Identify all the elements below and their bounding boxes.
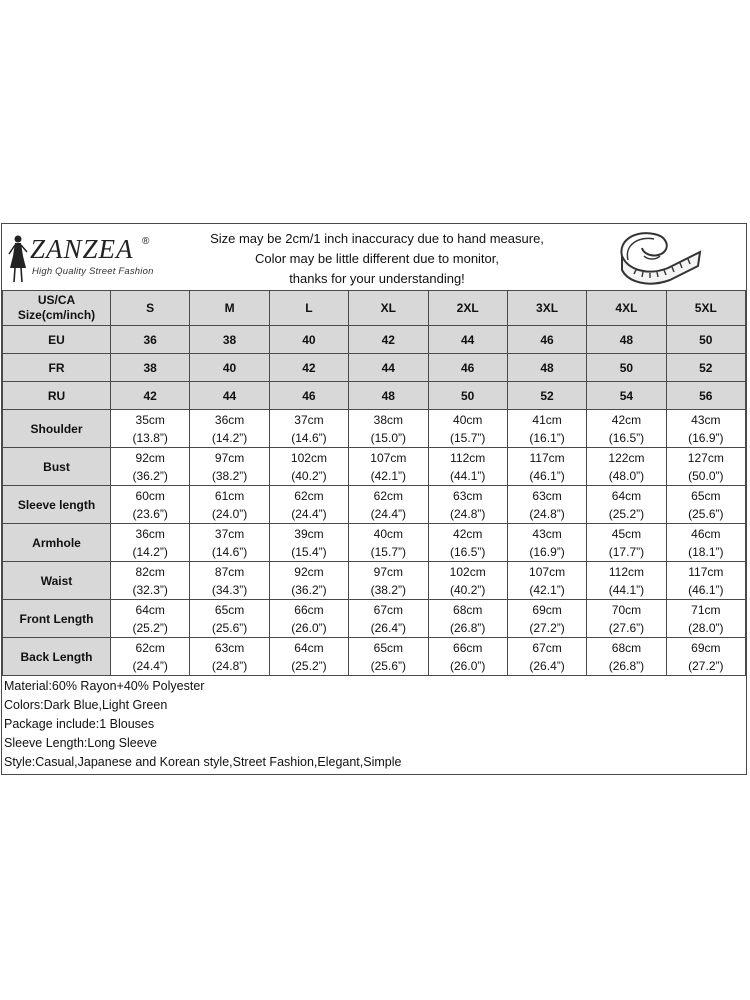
size-cell: 48	[507, 354, 586, 382]
cm-value: 87cm	[214, 564, 245, 579]
spec-sleeve-length: Sleeve Length:Long Sleeve	[4, 736, 157, 750]
inch-value: (13.8”)	[132, 430, 168, 445]
measurement-cell	[269, 600, 348, 638]
measurement-cell	[507, 600, 586, 638]
cm-value: 92cm	[135, 450, 165, 465]
cm-value: 65cm	[214, 602, 245, 617]
inch-value: (24.4”)	[132, 658, 168, 673]
measurement-cell	[111, 638, 190, 676]
measurement-cell	[349, 486, 428, 524]
inch-value: (26.0”)	[291, 620, 327, 635]
measurement-cell	[587, 448, 666, 486]
size-cell: 40	[190, 354, 269, 382]
cm-value: 42cm	[453, 526, 483, 541]
fashion-model-icon	[6, 234, 30, 289]
cm-value: 37cm	[294, 412, 324, 427]
brand-logo	[6, 230, 166, 286]
inch-value: (24.4”)	[291, 506, 327, 521]
inch-value: (24.8”)	[529, 506, 565, 521]
table-row	[3, 638, 746, 676]
measurement-cell	[269, 410, 348, 448]
measurement-cell	[190, 600, 269, 638]
size-column-header: 4XL	[587, 291, 666, 326]
cm-value: 70cm	[611, 602, 642, 617]
cm-value: 102cm	[449, 564, 486, 579]
size-chart-card	[1, 223, 747, 775]
measurement-cell	[190, 562, 269, 600]
cm-value: 71cm	[691, 602, 721, 617]
cm-value: 62cm	[135, 640, 165, 655]
measurement-cell	[111, 410, 190, 448]
cm-value: 112cm	[608, 564, 644, 579]
inch-value: (16.5”)	[450, 544, 486, 559]
measurement-cell	[269, 524, 348, 562]
measurement-cell	[507, 486, 586, 524]
measurement-cell	[190, 638, 269, 676]
inch-value: (25.6”)	[370, 658, 406, 673]
cm-value: 117cm	[688, 564, 724, 579]
measurement-cell	[349, 562, 428, 600]
size-cell: 46	[428, 354, 507, 382]
inch-value: (14.6”)	[291, 430, 327, 445]
inch-value: (15.7”)	[370, 544, 406, 559]
size-column-header: 2XL	[428, 291, 507, 326]
region-size-rows	[3, 326, 746, 410]
measurement-cell	[349, 638, 428, 676]
inch-value: (32.3”)	[132, 582, 168, 597]
size-cell: 48	[587, 326, 666, 354]
size-column-header: L	[269, 291, 348, 326]
cm-value: 43cm	[532, 526, 562, 541]
inch-value: (16.9”)	[688, 430, 724, 445]
measurement-cell	[111, 562, 190, 600]
cm-value: 37cm	[214, 526, 245, 541]
measurement-cell	[666, 600, 745, 638]
inch-value: (26.8”)	[608, 658, 645, 673]
measurement-cell	[269, 638, 348, 676]
cm-value: 107cm	[529, 564, 566, 579]
inch-value: (40.2”)	[450, 582, 486, 597]
measurement-rows	[3, 410, 746, 676]
measurement-cell	[428, 486, 507, 524]
cm-value: 39cm	[294, 526, 324, 541]
inch-value: (25.6”)	[688, 506, 724, 521]
product-specs	[4, 677, 744, 772]
size-cell: 36	[111, 326, 190, 354]
size-cell: 42	[269, 354, 348, 382]
size-cell: 44	[349, 354, 428, 382]
row-label: Armhole	[3, 524, 111, 562]
table-row	[3, 600, 746, 638]
inch-value: (42.1”)	[370, 468, 406, 483]
inch-value: (26.0”)	[450, 658, 486, 673]
table-row	[3, 410, 746, 448]
row-label: Sleeve length	[3, 486, 111, 524]
size-cell: 44	[428, 326, 507, 354]
measurement-cell	[587, 524, 666, 562]
size-header-label: US/CA Size(cm/inch)	[3, 291, 111, 326]
cm-value: 62cm	[294, 488, 324, 503]
measurement-cell	[507, 562, 586, 600]
row-label: Back Length	[3, 638, 111, 676]
inch-value: (17.7”)	[608, 544, 645, 559]
measurement-cell	[507, 638, 586, 676]
cm-value: 122cm	[608, 450, 645, 465]
spec-style: Style:Casual,Japanese and Korean style,Street Fashion,Elegant,Simple	[4, 755, 402, 769]
measurement-cell	[428, 638, 507, 676]
inch-value: (15.4”)	[291, 544, 327, 559]
inch-value: (44.1”)	[450, 468, 486, 483]
size-table	[2, 290, 746, 676]
cm-value: 112cm	[450, 450, 486, 465]
measurement-cell	[587, 638, 666, 676]
size-cell: 50	[428, 382, 507, 410]
cm-value: 64cm	[294, 640, 324, 655]
measurement-cell	[666, 448, 745, 486]
cm-value: 69cm	[532, 602, 562, 617]
inch-value: (24.8”)	[450, 506, 486, 521]
note-line: thanks for your understanding!	[289, 271, 465, 286]
inch-value: (34.3”)	[211, 582, 248, 597]
inch-value: (15.0”)	[370, 430, 406, 445]
size-cell: 52	[507, 382, 586, 410]
inch-value: (48.0”)	[608, 468, 645, 483]
size-column-header: M	[190, 291, 269, 326]
cm-value: 46cm	[691, 526, 721, 541]
cm-value: 62cm	[373, 488, 403, 503]
size-cell: 44	[190, 382, 269, 410]
row-label: Bust	[3, 448, 111, 486]
size-cell: 56	[666, 382, 745, 410]
inch-value: (46.1”)	[529, 468, 565, 483]
measurement-cell	[111, 524, 190, 562]
size-cell: 46	[269, 382, 348, 410]
row-label: Waist	[3, 562, 111, 600]
measurement-cell	[666, 410, 745, 448]
cm-value: 64cm	[611, 488, 642, 503]
cm-value: 38cm	[373, 412, 403, 427]
cm-value: 68cm	[611, 640, 642, 655]
measurement-cell	[666, 524, 745, 562]
cm-value: 41cm	[532, 412, 562, 427]
table-row	[3, 486, 746, 524]
measurement-cell	[349, 600, 428, 638]
cm-value: 97cm	[373, 564, 403, 579]
cm-value: 63cm	[453, 488, 483, 503]
size-cell: 52	[666, 354, 745, 382]
inch-value: (25.2”)	[608, 506, 645, 521]
inch-value: (27.2”)	[688, 658, 724, 673]
measurement-cell	[111, 448, 190, 486]
measurement-cell	[190, 410, 269, 448]
measurement-cell	[507, 410, 586, 448]
inch-value: (36.2”)	[132, 468, 168, 483]
cm-value: 36cm	[214, 412, 245, 427]
cm-value: 117cm	[529, 450, 565, 465]
inch-value: (40.2”)	[291, 468, 327, 483]
measurement-cell	[428, 600, 507, 638]
cm-value: 97cm	[214, 450, 245, 465]
cm-value: 66cm	[294, 602, 324, 617]
table-row	[3, 524, 746, 562]
cm-value: 66cm	[453, 640, 483, 655]
cm-value: 42cm	[611, 412, 642, 427]
inch-value: (14.6”)	[211, 544, 248, 559]
cm-value: 40cm	[453, 412, 483, 427]
measurement-cell	[507, 524, 586, 562]
cm-value: 36cm	[135, 526, 165, 541]
table-header-row	[3, 291, 746, 326]
cm-value: 68cm	[453, 602, 483, 617]
measurement-cell	[428, 410, 507, 448]
inch-value: (27.6”)	[608, 620, 645, 635]
inch-value: (24.8”)	[211, 658, 248, 673]
measurement-cell	[269, 486, 348, 524]
cm-value: 107cm	[370, 450, 407, 465]
inch-value: (26.8”)	[450, 620, 486, 635]
inch-value: (44.1”)	[608, 582, 645, 597]
cm-value: 65cm	[691, 488, 721, 503]
size-cell: 38	[190, 326, 269, 354]
inch-value: (50.0”)	[688, 468, 724, 483]
cm-value: 67cm	[373, 602, 403, 617]
measurement-cell	[269, 562, 348, 600]
measurement-cell	[349, 448, 428, 486]
size-cell: 54	[587, 382, 666, 410]
cm-value: 63cm	[532, 488, 562, 503]
spec-material: Material:60% Rayon+40% Polyester	[4, 679, 205, 693]
size-cell: 42	[349, 326, 428, 354]
table-row	[3, 382, 746, 410]
inch-value: (15.7”)	[450, 430, 486, 445]
measurement-cell	[587, 410, 666, 448]
inch-value: (25.2”)	[132, 620, 168, 635]
measurement-cell	[666, 638, 745, 676]
size-cell: 38	[111, 354, 190, 382]
measurement-cell	[666, 486, 745, 524]
cm-value: 82cm	[135, 564, 165, 579]
table-row	[3, 448, 746, 486]
row-label: Front Length	[3, 600, 111, 638]
inch-value: (28.0”)	[688, 620, 724, 635]
table-row	[3, 562, 746, 600]
measurement-cell	[190, 524, 269, 562]
inch-value: (16.1”)	[529, 430, 565, 445]
inch-value: (26.4”)	[529, 658, 565, 673]
measurement-cell	[666, 562, 745, 600]
inch-value: (23.6”)	[132, 506, 168, 521]
inch-value: (24.0”)	[211, 506, 248, 521]
cm-value: 61cm	[214, 488, 245, 503]
row-label: FR	[3, 354, 111, 382]
cm-value: 40cm	[373, 526, 403, 541]
measurement-cell	[111, 600, 190, 638]
measurement-cell	[349, 524, 428, 562]
measurement-cell	[587, 486, 666, 524]
size-column-header: 3XL	[507, 291, 586, 326]
cm-value: 64cm	[135, 602, 165, 617]
row-label: RU	[3, 382, 111, 410]
inch-value: (24.4”)	[370, 506, 406, 521]
cm-value: 43cm	[691, 412, 721, 427]
row-label: Shoulder	[3, 410, 111, 448]
cm-value: 102cm	[290, 450, 327, 465]
inch-value: (14.2”)	[211, 430, 248, 445]
size-cell: 50	[666, 326, 745, 354]
note-line: Color may be little different due to monitor,	[255, 251, 499, 266]
cm-value: 35cm	[135, 412, 165, 427]
inch-value: (36.2”)	[291, 582, 327, 597]
inch-value: (38.2”)	[211, 468, 248, 483]
cm-value: 69cm	[691, 640, 721, 655]
measurement-notes	[192, 229, 562, 289]
measurement-cell	[269, 448, 348, 486]
inch-value: (46.1”)	[688, 582, 724, 597]
cm-value: 60cm	[135, 488, 165, 503]
inch-value: (38.2”)	[370, 582, 406, 597]
table-row	[3, 354, 746, 382]
measurement-cell	[190, 486, 269, 524]
size-column-header: S	[111, 291, 190, 326]
brand-name: ZANZEA	[30, 234, 134, 264]
cm-value: 65cm	[373, 640, 403, 655]
inch-value: (27.2”)	[529, 620, 565, 635]
inch-value: (14.2”)	[132, 544, 168, 559]
inch-value: (16.9”)	[529, 544, 565, 559]
measurement-cell	[587, 600, 666, 638]
measurement-cell	[111, 486, 190, 524]
note-line: Size may be 2cm/1 inch inaccuracy due to hand measure,	[210, 231, 544, 246]
measurement-cell	[428, 562, 507, 600]
inch-value: (16.5”)	[608, 430, 645, 445]
measurement-cell	[428, 448, 507, 486]
measurement-cell	[349, 410, 428, 448]
table-row	[3, 326, 746, 354]
cm-value: 45cm	[611, 526, 642, 541]
inch-value: (42.1”)	[529, 582, 565, 597]
size-column-header: 5XL	[666, 291, 745, 326]
cm-value: 127cm	[687, 450, 724, 465]
size-cell: 40	[269, 326, 348, 354]
inch-value: (25.2”)	[291, 658, 327, 673]
brand-tagline: High Quality Street Fashion	[32, 266, 154, 277]
row-label: EU	[3, 326, 111, 354]
size-column-header: XL	[349, 291, 428, 326]
measurement-cell	[190, 448, 269, 486]
measurement-cell	[587, 562, 666, 600]
registered-mark: ®	[142, 236, 150, 247]
spec-package: Package include:1 Blouses	[4, 717, 155, 731]
size-cell: 50	[587, 354, 666, 382]
inch-value: (26.4”)	[370, 620, 406, 635]
size-cell: 48	[349, 382, 428, 410]
inch-value: (18.1”)	[688, 544, 724, 559]
size-cell: 42	[111, 382, 190, 410]
measurement-cell	[428, 524, 507, 562]
measuring-tape-icon	[614, 226, 704, 293]
spec-colors: Colors:Dark Blue,Light Green	[4, 698, 168, 712]
measurement-cell	[507, 448, 586, 486]
cm-value: 67cm	[532, 640, 562, 655]
cm-value: 63cm	[214, 640, 245, 655]
inch-value: (25.6”)	[211, 620, 248, 635]
cm-value: 92cm	[294, 564, 324, 579]
size-cell: 46	[507, 326, 586, 354]
chart-header	[2, 224, 746, 291]
